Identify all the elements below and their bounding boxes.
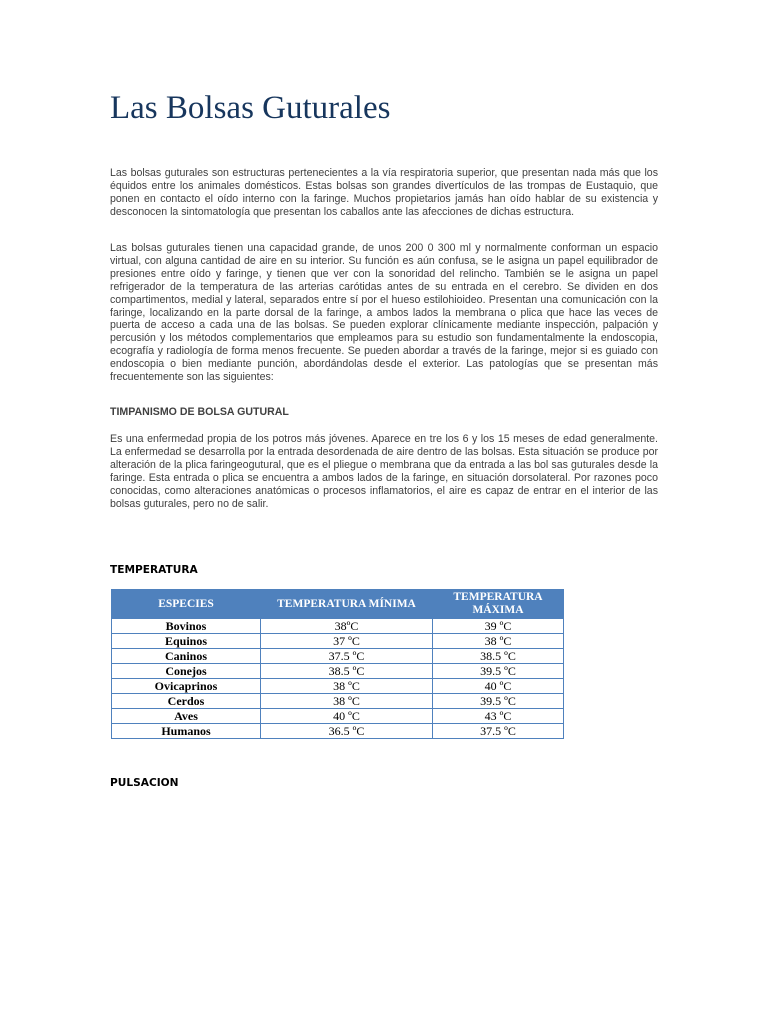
min-temp-cell: 40 ºC [261, 709, 433, 724]
table-row [112, 679, 564, 694]
species-cell: Equinos [112, 634, 261, 649]
min-temp-cell: 38ºC [261, 619, 433, 634]
intro-paragraph: Las bolsas guturales son estructuras pertenecientes a la vía respiratoria superior, que presentan nada más que los équidos entre los animales domésticos. Estas bolsas son grandes divertículos de las trompas de Eustaquio, que ponen en contacto el oído interno con la faringe. Muchos propietarios jamás han oído hablar de su existencia y desconocen la sintomatología que presentan los caballos ante las afecciones de dichas estructura. [110, 167, 658, 218]
min-temp-cell: 37 ºC [261, 634, 433, 649]
timpanismo-paragraph: Es una enfermedad propia de los potros más jóvenes. Aparece en tre los 6 y los 15 meses de edad generalmente. La enfermedad se desarrolla por la entrada desordenada de aire dentro de las bolsas. Esta situación se produce por alteración de la plica faringeogutural, que es el pliegue o membrana que da entrada a las bol sas guturales desde la faringe. Esta entrada o plica se encuentra a ambos lados de la faringe, en situación dorsolateral. Por razones poco conocidas, como alteraciones anatómicas o procesos inflamatorios, el aire es capaz de entrar en el interior de las bolsas guturales, pero no de salir. [110, 433, 658, 510]
species-cell: Humanos [112, 724, 261, 739]
table-row [112, 634, 564, 649]
species-cell: Ovicaprinos [112, 679, 261, 694]
temperature-heading: TEMPERATURA [110, 564, 198, 576]
header-species: ESPECIES [112, 590, 261, 619]
max-temp-cell: 40 ºC [433, 679, 564, 694]
max-temp-cell: 39 ºC [433, 619, 564, 634]
species-cell: Bovinos [112, 619, 261, 634]
min-temp-cell: 37.5 ºC [261, 649, 433, 664]
anatomy-paragraph: Las bolsas guturales tienen una capacidad grande, de unos 200 0 300 ml y normalmente conforman un espacio virtual, con alguna cantidad de aire en su interior. Su función es aún confusa, se le asigna un papel equilibrador de presiones entre oído y faringe, y tienen que ver con la sonoridad del relincho. También se le asigna un papel refrigerador de la temperatura de las arterias carótidas antes de su entrada en el cerebro. Se dividen en dos compartimentos, medial y lateral, separados entre sí por el hueso estilohioideo. Presentan una comunicación con la faringe, localizando en la parte dorsal de la faringe, a ambos lados la membrana o plica que hace las veces de puerta de acceso a cada una de las bolsas. Se pueden explorar clínicamente mediante inspección, palpación y percusión y los métodos complementarios que empleamos para su estudio son fundamentalmente la endoscopia, ecografía y radiología de forma menos frecuente. Se pueden abordar a través de la faringe, mejor si es guiado con endoscopia o bien mediante punción, abordándolas desde el exterior. Las patologías que se presentan más frecuentemente son las siguientes: [110, 242, 658, 384]
table-row [112, 649, 564, 664]
species-cell: Conejos [112, 664, 261, 679]
table-header-row [112, 590, 564, 619]
table-row [112, 694, 564, 709]
document-title: Las Bolsas Guturales [110, 90, 391, 126]
species-cell: Aves [112, 709, 261, 724]
min-temp-cell: 38.5 ºC [261, 664, 433, 679]
max-temp-cell: 38.5 ºC [433, 649, 564, 664]
max-temp-cell: 43 ºC [433, 709, 564, 724]
table-row [112, 664, 564, 679]
header-max-temp: TEMPERATURA MÁXIMA [433, 590, 564, 619]
table-row [112, 709, 564, 724]
species-cell: Caninos [112, 649, 261, 664]
min-temp-cell: 38 ºC [261, 679, 433, 694]
pulse-heading: PULSACION [110, 777, 179, 789]
min-temp-cell: 36.5 ºC [261, 724, 433, 739]
max-temp-cell: 39.5 ºC [433, 664, 564, 679]
section-heading: TIMPANISMO DE BOLSA GUTURAL [110, 406, 289, 418]
species-cell: Cerdos [112, 694, 261, 709]
temperature-table [111, 589, 564, 739]
table-row [112, 724, 564, 739]
min-temp-cell: 38 ºC [261, 694, 433, 709]
header-min-temp: TEMPERATURA MÍNIMA [261, 590, 433, 619]
max-temp-cell: 38 ºC [433, 634, 564, 649]
table-row [112, 619, 564, 634]
max-temp-cell: 37.5 ºC [433, 724, 564, 739]
max-temp-cell: 39.5 ºC [433, 694, 564, 709]
